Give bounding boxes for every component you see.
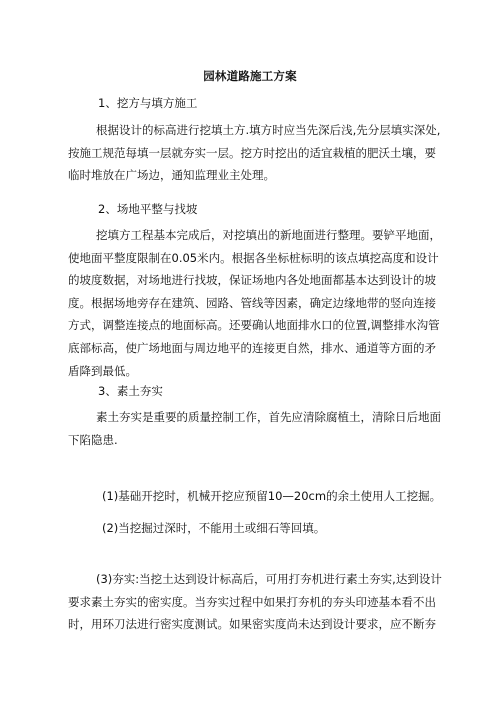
section-2-paragraph (68, 224, 441, 382)
paragraph-line: (3)夯实:当挖土达到设计标高后，可用打夯机进行素土夯实,达到设计 (96, 572, 442, 586)
paragraph-line: 盾降到最低。 (68, 363, 137, 378)
section-3-paragraph (68, 406, 441, 451)
paragraph-line: 临时堆放在广场边，通知监理业主处理。 (68, 168, 275, 183)
document-title: 园林道路施工方案 (203, 69, 297, 83)
paragraph-line: 的坡度数据，对场地进行找坡，保证场地内各处地面都基本达到设计的坡 (68, 273, 436, 288)
paragraph-line: 要求素土夯实的密实度。当夯实过程中如果打夯机的夯头印迹基本看不出 (68, 594, 436, 609)
paragraph-line: 方式，调整连接点的地面标高。还要确认地面排水口的位置,调整排水沟管 (68, 318, 440, 333)
paragraph-line: 时，用环刀法进行密实度测试。如果密实度尚未达到设计要求，应不断夯 (68, 617, 436, 632)
paragraph-line: 下陷隐患. (68, 432, 118, 447)
section-heading-3: 3、素土夯实 (98, 384, 163, 398)
paragraph-line: 使地面平整度限制在0.05米内。根据各坐标桩标明的该点填挖高度和设计 (68, 250, 439, 265)
section-1-paragraph (68, 119, 441, 187)
section-heading-2: 2、场地平整与找坡 (98, 202, 198, 216)
section-heading-1: 1、挖方与填方施工 (98, 96, 198, 110)
section-3-tail-paragraph (68, 568, 442, 636)
list-item: (2)当挖掘过深时，不能用土或细石等回填。 (102, 521, 326, 535)
paragraph-line: 根据设计的标高进行挖填土方.填方时应当先深后浅,先分层填实深处, (96, 123, 441, 137)
list-item: (1)基础开挖时，机械开挖应预留10—20cm的余土使用人工挖掘。 (102, 489, 442, 503)
paragraph-line: 素土夯实是重要的质量控制工作，首先应清除腐植土，清除日后地面 (96, 410, 441, 424)
paragraph-line: 按施工规范每填一层就夯实一层。挖方时挖出的适宜栽植的肥沃土壤，要 (68, 145, 436, 160)
paragraph-line: 挖填方工程基本完成后，对挖填出的新地面进行整理。要铲平地面， (96, 228, 441, 242)
paragraph-line: 度。根据场地旁存在建筑、园路、管线等因素，确定边缘地带的竖向连接 (68, 295, 436, 310)
paragraph-line: 底部标高，使广场地面与周边地平的连接更自然，排水、通道等方面的矛 (68, 340, 436, 355)
